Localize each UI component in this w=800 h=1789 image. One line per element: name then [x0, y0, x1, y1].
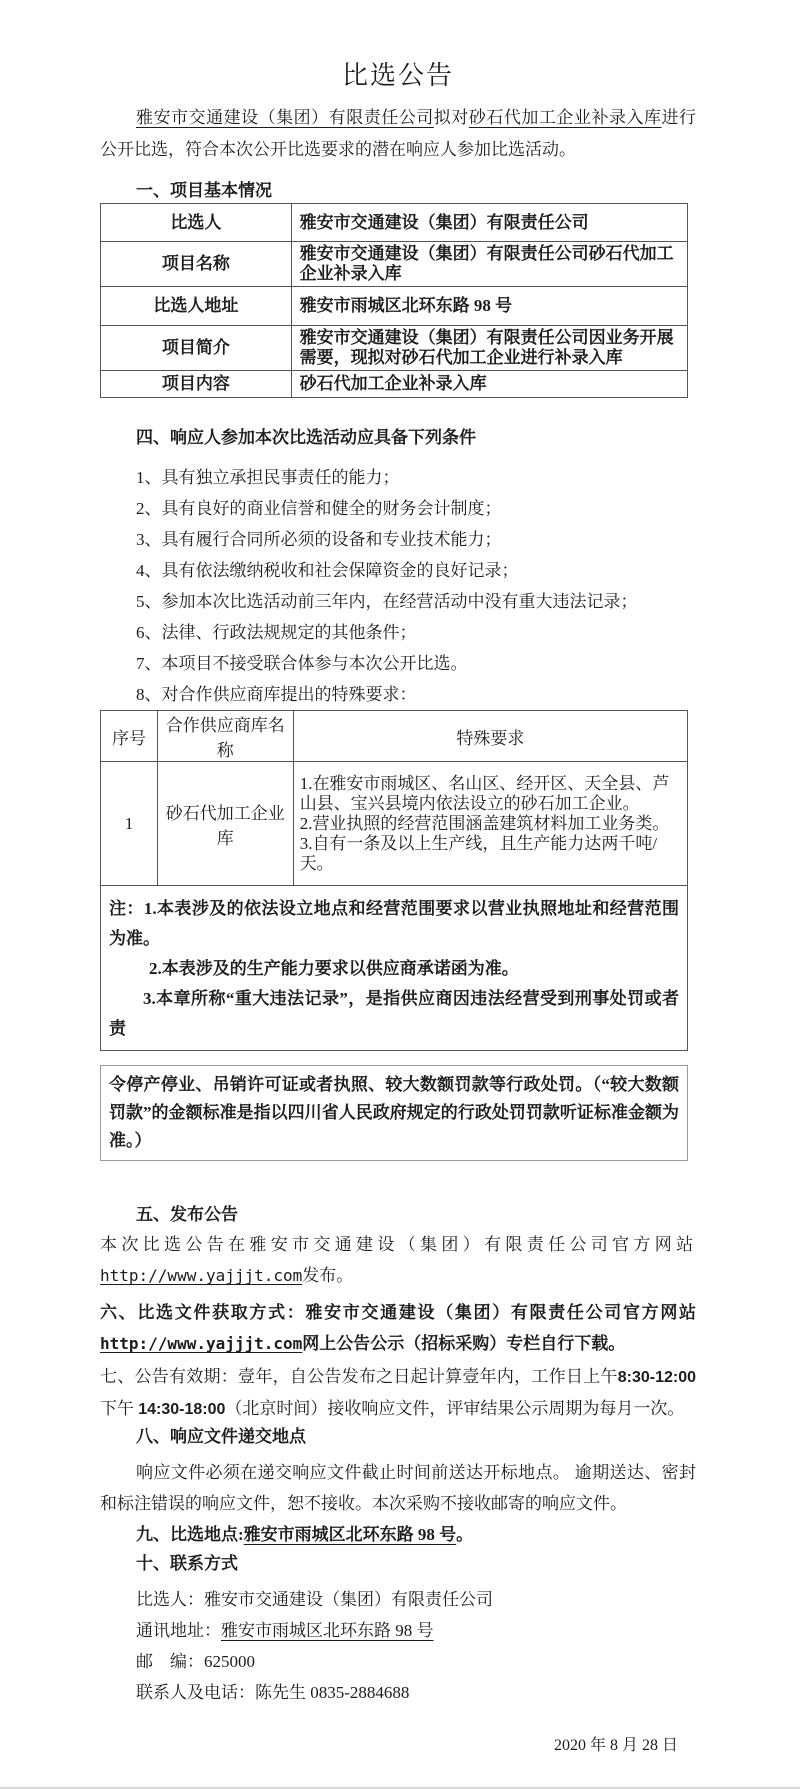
row-label: 项目简介: [101, 326, 292, 371]
section10-heading: 十、联系方式: [136, 1554, 238, 1573]
table-row: [101, 371, 688, 398]
section4-heading: 四、响应人参加本次比选活动应具备下列条件: [136, 428, 476, 447]
cell-name: 砂石代加工企业库: [157, 762, 293, 886]
page-title: 比选公告: [341, 61, 454, 90]
note-line: 注：1.本表涉及的依法设立地点和经营范围要求以营业执照地址和经营范围为准。: [109, 899, 679, 948]
section5-paragraph: [100, 1229, 696, 1291]
venue-address-underlined: 雅安市雨城区北环东路 98 号: [243, 1525, 457, 1544]
section5-text: 本次比选公告在雅安市交通建设（集团）有限责任公司官方网站: [100, 1235, 696, 1254]
row-value: 雅安市交通建设（集团）有限责任公司: [291, 204, 687, 242]
publish-date: 2020 年 8 月 28 日: [553, 1737, 678, 1754]
header-requirements: 特殊要求: [293, 711, 687, 762]
note-continuation-box: 令停产停业、吊销许可证或者执照、较大数额罚款等行政处罚。（“较大数额罚款”的金额标准是指以四川省人民政府规定的行政处罚罚款听证标准金额为准。）: [100, 1065, 688, 1161]
website-link[interactable]: http://www.yajjjt.com: [100, 1266, 303, 1285]
condition-item: 3、具有履行合同所必须的设备和专业技术能力；: [136, 530, 502, 549]
row-value: 雅安市交通建设（集团）有限责任公司砂石代加工企业补录入库: [291, 242, 687, 287]
morning-hours: 8:30-12:00: [617, 1369, 696, 1386]
intro-paragraph: [100, 102, 696, 166]
section7-paragraph: [100, 1361, 696, 1425]
row-value: 雅安市交通建设（集团）有限责任公司因业务开展需要，现拟对砂石代加工企业进行补录入库: [291, 326, 687, 371]
conditions-list: [100, 462, 696, 710]
section7-prefix: 七、公告有效期：壹年，自公告发布之日起计算壹年内，工作日上午: [100, 1367, 618, 1386]
website-link[interactable]: http://www.yajjjt.com: [100, 1334, 303, 1353]
section9-tail: 。: [456, 1525, 474, 1544]
document-body: [0, 58, 800, 1761]
section5-tail: 发布。: [302, 1266, 354, 1285]
cell-requirements: [293, 762, 687, 886]
supplier-requirements-table: [100, 710, 688, 1051]
row-label: 比选人: [101, 204, 292, 242]
table-header-row: [101, 711, 688, 762]
section6-text: 雅安市交通建设（集团）有限责任公司官方网站: [305, 1303, 697, 1322]
section6-label: 六、比选文件获取方式：: [100, 1303, 306, 1322]
contact-person-phone: 联系人及电话：陈先生 0835-2884688: [136, 1683, 410, 1702]
afternoon-hours: 14:30-18:00: [138, 1401, 226, 1418]
condition-item: 6、法律、行政法规规定的其他条件；: [136, 623, 417, 642]
section1-heading: 一、项目基本情况: [136, 181, 272, 200]
table-row: [101, 762, 688, 886]
table-row: [101, 287, 688, 326]
contact-block: [100, 1584, 696, 1708]
intro-company-underlined: 雅安市交通建设（集团）有限责任公司: [136, 108, 434, 127]
intro-mid-text: 拟对: [433, 108, 469, 127]
table-notes-row: [101, 886, 688, 1051]
contact-address: [100, 1615, 696, 1646]
section9-label: 九、比选地点:: [136, 1525, 244, 1544]
table-row: [101, 326, 688, 371]
section6-paragraph: [100, 1297, 696, 1359]
header-name: 合作供应商库名称: [157, 711, 293, 762]
requirement-line: 1.在雅安市雨城区、名山区、经开区、天全县、芦山县、宝兴县境内依法设立的砂石加工企业。: [299, 773, 670, 813]
intro-tail-text: 进行公开比选，符合本次公开比选要求的潜在响应人参加比选活动。: [100, 108, 697, 159]
condition-item: 5、参加本次比选活动前三年内，在经营活动中没有重大违法记录；: [136, 592, 638, 611]
address-value-underlined: 雅安市雨城区北环东路 98 号: [221, 1621, 434, 1640]
table-row: [101, 204, 688, 242]
header-no: 序号: [101, 711, 158, 762]
note-line: 2.本表涉及的生产能力要求以供应商承诺函为准。: [149, 959, 519, 978]
condition-item: 8、对合作供应商库提出的特殊要求：: [136, 685, 417, 704]
project-info-table: [100, 203, 688, 398]
requirement-line: 3.自有一条及以上生产线，且生产能力达两千吨/天。: [299, 833, 658, 873]
note-line: 3.本章所称“重大违法记录”，是指供应商因违法经营受到刑事处罚或者责: [109, 989, 679, 1038]
address-label: 通讯地址：: [136, 1621, 221, 1640]
table-row: [101, 242, 688, 287]
section6-tail: 网上公告公示（招标采购）专栏自行下载。: [302, 1334, 626, 1353]
condition-item: 1、具有独立承担民事责任的能力；: [136, 468, 400, 487]
section9-line: [100, 1519, 696, 1550]
contact-zipcode: 邮 编：625000: [136, 1652, 255, 1671]
row-label: 比选人地址: [101, 287, 292, 326]
section8-paragraph: 响应文件必须在递交响应文件截止时间前送达开标地点。 逾期送达、密封和标注错误的响应文件，恕不接收。本次采购不接收邮寄的响应文件。: [100, 1463, 696, 1513]
notes-cell: [101, 886, 688, 1051]
condition-item: 7、本项目不接受联合体参与本次公开比选。: [136, 654, 468, 673]
section8-heading: 八、响应文件递交地点: [136, 1427, 306, 1446]
section5-heading: 五、发布公告: [136, 1205, 238, 1224]
requirement-line: 2.营业执照的经营范围涵盖建筑材料加工业务类。: [299, 813, 670, 833]
row-value: 雅安市雨城区北环东路 98 号: [291, 287, 687, 326]
cell-no: 1: [101, 762, 158, 886]
section7-suffix: （北京时间）接收响应文件，评审结果公示周期为每月一次。: [225, 1399, 685, 1418]
section7-mid: 下午: [100, 1399, 139, 1418]
contact-bidder: 比选人：雅安市交通建设（集团）有限责任公司: [136, 1590, 493, 1609]
row-value: 砂石代加工企业补录入库: [291, 371, 687, 398]
row-label: 项目名称: [101, 242, 292, 287]
condition-item: 4、具有依法缴纳税收和社会保障资金的良好记录；: [136, 561, 519, 580]
row-label: 项目内容: [101, 371, 292, 398]
intro-project-underlined: 砂石代加工企业补录入库: [468, 108, 662, 127]
condition-item: 2、具有良好的商业信誉和健全的财务会计制度；: [136, 499, 502, 518]
